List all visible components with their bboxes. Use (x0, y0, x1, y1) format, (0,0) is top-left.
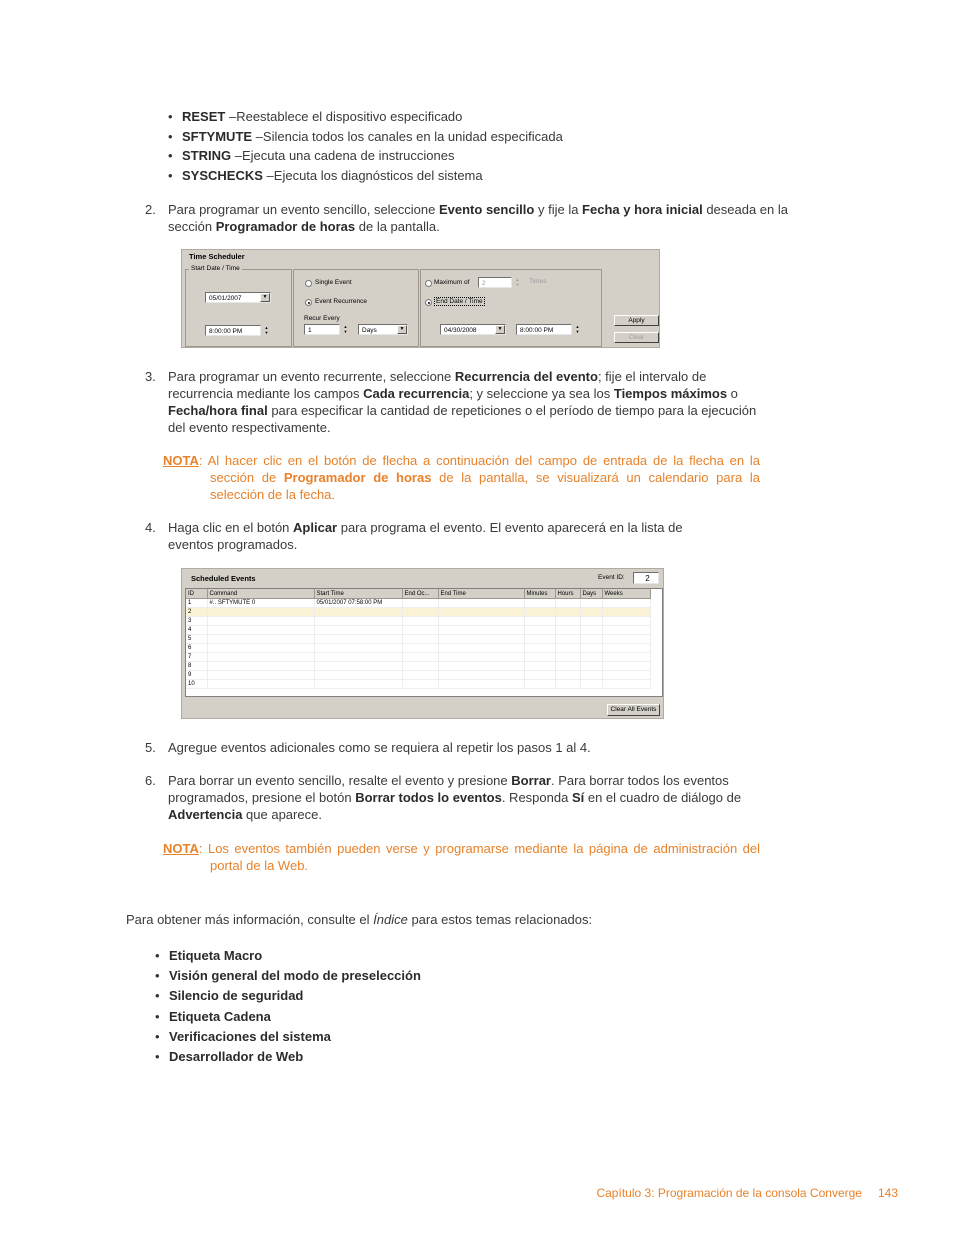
table-row[interactable] (186, 662, 650, 671)
page-number: 143 (877, 1186, 898, 1200)
step-4: 4. Haga clic en el botón Aplicar para programa el evento. El evento aparecerá en la lista de eventos programados. (145, 520, 683, 552)
table-cell (524, 653, 555, 662)
table-cell (438, 671, 524, 680)
step-3: 3. Para programar un evento recurrente, seleccione Recurrencia del evento; fije el intervalo de recurrencia mediante los campos Cada recurrencia; y seleccione ya sea los Tiempos máximos o Fecha/hora final para especificar la cantidad de repeticiones o el período de tiempo para la ejecución del evento respectivamente. (145, 369, 757, 435)
table-cell (402, 680, 438, 689)
table-cell (207, 662, 314, 671)
table-cell (555, 662, 580, 671)
table-cell: 6 (186, 644, 207, 653)
table-cell (602, 671, 650, 680)
table-cell: 2 (186, 608, 207, 617)
table-cell (524, 680, 555, 689)
recur-spinner-icon[interactable]: ▲ ▼ (343, 324, 348, 334)
related-link[interactable]: • Etiqueta Cadena (155, 1007, 421, 1027)
table-cell: #.. SFTYMUTE 0 (207, 599, 314, 608)
table-row[interactable] (186, 635, 650, 644)
start-date-input[interactable]: 05/01/2007 ▼ (205, 292, 271, 303)
table-cell (602, 644, 650, 653)
maximum-spinner-icon[interactable]: ▲ ▼ (515, 277, 520, 287)
scheduled-events-screenshot: Scheduled Events Event ID: 2 ID Command Start Time End Oc... End Time Minutes Hours Days Weeks 1 #.. SFTYMUTE 0 05/01/2007 07:58:00 PM 2 3 4 5 6 7 8 9 10 Clear All Events (181, 568, 664, 719)
end-time-input[interactable]: 8:00:00 PM (516, 324, 572, 335)
table-cell (524, 644, 555, 653)
table-cell: 05/01/2007 07:58:00 PM (314, 599, 402, 608)
table-cell (314, 617, 402, 626)
table-cell (602, 608, 650, 617)
start-time-input[interactable]: 8:00:00 PM (205, 325, 261, 336)
table-cell: 10 (186, 680, 207, 689)
table-cell (524, 662, 555, 671)
table-cell (555, 671, 580, 680)
table-cell (314, 680, 402, 689)
table-cell (314, 635, 402, 644)
table-cell (438, 635, 524, 644)
time-scheduler-screenshot (181, 249, 660, 348)
related-intro: Para obtener más información, consulte el Índice para estos temas relacionados: (126, 912, 593, 927)
table-row[interactable] (186, 626, 650, 635)
table-cell (402, 599, 438, 608)
end-date-input[interactable]: 04/30/2008 ▼ (440, 324, 506, 335)
table-cell (207, 653, 314, 662)
clear-all-events-button[interactable]: Clear All Events (607, 704, 660, 716)
table-cell (524, 626, 555, 635)
table-cell (602, 617, 650, 626)
table-cell (402, 662, 438, 671)
column-header[interactable]: Days (580, 589, 602, 599)
table-cell (314, 644, 402, 653)
column-header[interactable]: End Time (438, 589, 524, 599)
end-time-spinner-icon[interactable]: ▲ ▼ (575, 324, 580, 334)
table-cell (580, 608, 602, 617)
table-cell (438, 626, 524, 635)
table-row[interactable] (186, 617, 650, 626)
step-2: 2. Para programar un evento sencillo, seleccione Evento sencillo y fije la Fecha y hora inicial deseada en la sección Programador de horas de la pantalla. (145, 202, 788, 234)
maximum-of-radio[interactable] (425, 280, 432, 287)
table-cell: 3 (186, 617, 207, 626)
table-cell (602, 599, 650, 608)
table-cell (402, 653, 438, 662)
table-cell (207, 617, 314, 626)
table-cell (602, 653, 650, 662)
table-cell (524, 671, 555, 680)
related-topics-list (155, 946, 421, 1067)
table-cell (207, 608, 314, 617)
table-cell: 1 (186, 599, 207, 608)
table-cell (580, 680, 602, 689)
table-cell (580, 617, 602, 626)
table-cell (555, 599, 580, 608)
table-cell (555, 608, 580, 617)
table-cell (207, 680, 314, 689)
recur-every-input[interactable]: 1 (304, 324, 340, 335)
start-date-group: Start Date / Time 05/01/2007 ▼ 8:00:00 PM ▲ ▼ (185, 269, 292, 347)
table-cell (580, 599, 602, 608)
bullet-item: • STRING –Ejecuta una cadena de instrucciones (168, 146, 563, 166)
table-cell (555, 644, 580, 653)
chevron-down-icon[interactable]: ▼ (397, 325, 407, 334)
column-header[interactable]: Command (207, 589, 314, 599)
table-row[interactable] (186, 644, 650, 653)
step-6: 6. Para borrar un evento sencillo, resalte el evento y presione Borrar. Para borrar todos los eventos programados, presione el botón Borrar todos lo eventos. Responda Sí en el cuadro de diálogo de Advertencia que aparece. (145, 773, 742, 822)
note-web-portal: NOTA: Los eventos también pueden verse y programarse mediante la página de administración del portal de la Web. (163, 841, 760, 873)
event-recurrence-radio[interactable] (305, 299, 312, 306)
step-5: 5. Agregue eventos adicionales como se requiera al repetir los pasos 1 al 4. (145, 740, 591, 755)
table-cell (555, 635, 580, 644)
table-cell (580, 626, 602, 635)
table-cell (207, 644, 314, 653)
column-header[interactable]: Hours (555, 589, 580, 599)
apply-button[interactable]: Apply (614, 315, 659, 326)
bullet-item: • RESET –Reestablece el dispositivo especificado (168, 107, 563, 127)
table-cell (207, 635, 314, 644)
table-cell (402, 635, 438, 644)
table-cell (602, 662, 650, 671)
related-link[interactable]: • Visión general del modo de preselección (155, 966, 421, 986)
related-link[interactable]: • Desarrollador de Web (155, 1047, 421, 1067)
table-cell (207, 671, 314, 680)
table-cell (402, 626, 438, 635)
table-cell (314, 626, 402, 635)
command-bullet-list (168, 107, 563, 185)
table-cell: 9 (186, 671, 207, 680)
table-cell (314, 662, 402, 671)
end-date-time-radio[interactable] (425, 299, 432, 306)
chapter-title: Capítulo 3: Programación de la consola Converge (596, 1186, 862, 1200)
table-cell (314, 608, 402, 617)
table-cell (555, 617, 580, 626)
table-cell (402, 608, 438, 617)
table-cell (524, 617, 555, 626)
table-cell (438, 644, 524, 653)
table-cell (314, 671, 402, 680)
table-row[interactable] (186, 599, 650, 608)
table-cell (524, 608, 555, 617)
table-cell (602, 680, 650, 689)
table-cell (438, 662, 524, 671)
event-id-field[interactable]: 2 (633, 572, 659, 584)
table-cell (555, 626, 580, 635)
time-scheduler-title: Time Scheduler (189, 252, 245, 261)
related-link[interactable]: • Etiqueta Macro (155, 946, 421, 966)
table-cell (402, 644, 438, 653)
recur-unit-select[interactable]: Days ▼ (358, 324, 408, 335)
end-condition-group: Maximum of 2 ▲ ▼ Times End Date / Time 04/30/2008 ▼ 8:00:00 PM ▲ ▼ (420, 269, 602, 347)
maximum-input[interactable]: 2 (478, 277, 512, 288)
table-cell: 5 (186, 635, 207, 644)
bullet-item: • SFTYMUTE –Silencia todos los canales en la unidad especificada (168, 127, 563, 147)
table-cell: 4 (186, 626, 207, 635)
table-cell (555, 653, 580, 662)
related-link[interactable]: • Verificaciones del sistema (155, 1027, 421, 1047)
table-row[interactable] (186, 608, 650, 617)
table-cell: 7 (186, 653, 207, 662)
bullet-item: • SYSCHECKS –Ejecuta los diagnósticos del sistema (168, 166, 563, 186)
table-cell (602, 626, 650, 635)
page-footer (596, 1186, 898, 1200)
table-cell (314, 653, 402, 662)
table-cell (555, 680, 580, 689)
start-time-spinner-icon[interactable]: ▲ ▼ (264, 325, 269, 335)
note-calendar: NOTA: Al hacer clic en el botón de flecha a continuación del campo de entrada de la flecha en la sección de Programador de horas de la pantalla, se visualizará un calendario para la selección de la fecha. (163, 453, 760, 502)
clear-button[interactable]: Clear (614, 332, 659, 343)
related-link[interactable]: • Silencio de seguridad (155, 986, 421, 1006)
table-cell (438, 653, 524, 662)
calendar-dropdown-icon[interactable]: ▼ (260, 293, 270, 302)
column-header[interactable]: ID (186, 589, 207, 599)
scheduled-events-title: Scheduled Events (191, 574, 256, 583)
table-cell (438, 617, 524, 626)
event-type-group: Single Event Event Recurrence Recur Every 1 ▲ ▼ Days ▼ (293, 269, 419, 347)
table-cell (207, 626, 314, 635)
column-header[interactable]: Minutes (524, 589, 555, 599)
table-row[interactable] (186, 680, 650, 689)
table-row[interactable] (186, 653, 650, 662)
table-cell (438, 599, 524, 608)
table-cell (602, 635, 650, 644)
column-header[interactable]: Weeks (602, 589, 650, 599)
single-event-radio[interactable] (305, 280, 312, 287)
table-cell (402, 617, 438, 626)
table-cell (580, 635, 602, 644)
table-cell (580, 644, 602, 653)
table-cell (438, 608, 524, 617)
table-cell: 8 (186, 662, 207, 671)
column-header[interactable]: Start Time (314, 589, 402, 599)
scheduled-events-table[interactable] (185, 588, 663, 697)
table-cell (402, 671, 438, 680)
table-cell (524, 635, 555, 644)
table-cell (580, 653, 602, 662)
table-cell (580, 662, 602, 671)
column-header[interactable]: End Oc... (402, 589, 438, 599)
calendar-dropdown-icon[interactable]: ▼ (495, 325, 505, 334)
table-cell (524, 599, 555, 608)
table-cell (580, 671, 602, 680)
table-cell (438, 680, 524, 689)
table-row[interactable] (186, 671, 650, 680)
